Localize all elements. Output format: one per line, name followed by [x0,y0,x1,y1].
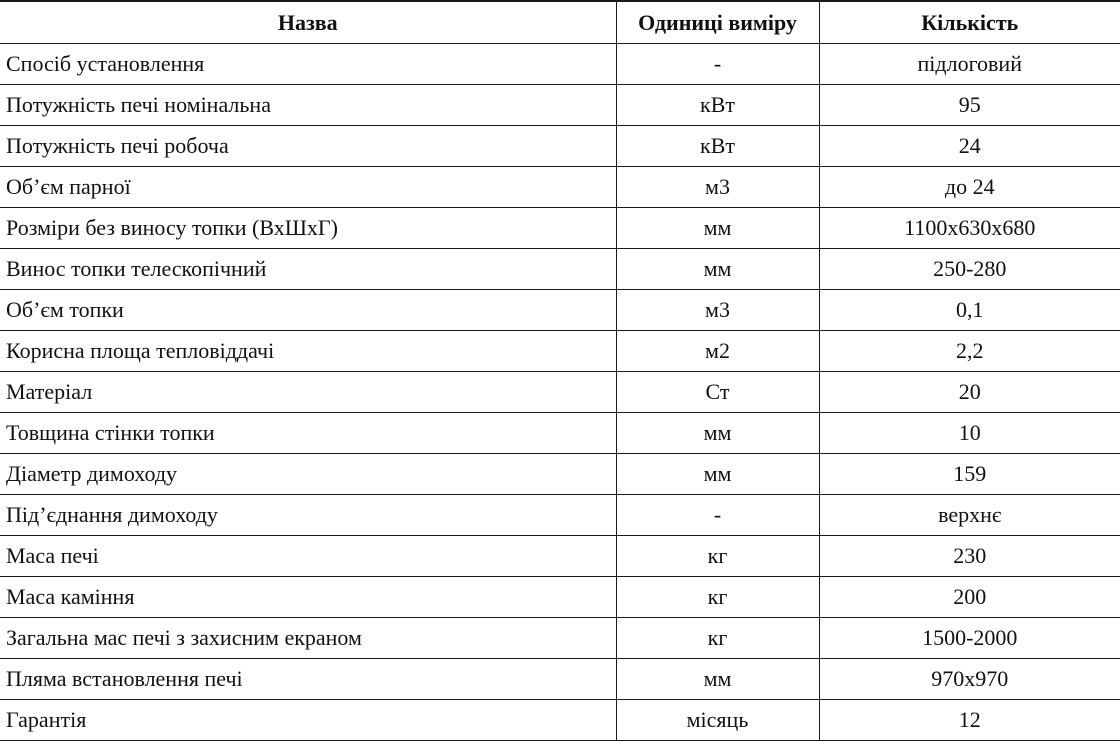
table-body [0,44,1120,741]
name-cell: Гарантія [0,700,616,741]
table-row [0,290,1120,331]
quantity-cell: до 24 [819,167,1120,208]
unit-cell: місяць [616,700,819,741]
unit-cell: мм [616,249,819,290]
table-row [0,618,1120,659]
name-cell: Спосіб установлення [0,44,616,85]
quantity-cell: 24 [819,126,1120,167]
unit-cell: кг [616,536,819,577]
header-name: Назва [0,1,616,44]
quantity-cell: 0,1 [819,290,1120,331]
quantity-cell: 1500-2000 [819,618,1120,659]
unit-cell: мм [616,454,819,495]
name-cell: Розміри без виносу топки (ВхШхГ) [0,208,616,249]
table-row [0,372,1120,413]
quantity-cell: 230 [819,536,1120,577]
unit-cell: м3 [616,167,819,208]
table-row [0,536,1120,577]
name-cell: Об’єм парної [0,167,616,208]
unit-cell: мм [616,208,819,249]
table-row [0,44,1120,85]
unit-cell: м3 [616,290,819,331]
name-cell: Пляма встановлення печі [0,659,616,700]
unit-cell: м2 [616,331,819,372]
name-cell: Потужність печі робоча [0,126,616,167]
unit-cell: - [616,44,819,85]
unit-cell: кг [616,577,819,618]
table-row [0,413,1120,454]
table-row [0,85,1120,126]
quantity-cell: 200 [819,577,1120,618]
quantity-cell: 250-280 [819,249,1120,290]
quantity-cell: 20 [819,372,1120,413]
quantity-cell: 12 [819,700,1120,741]
unit-cell: мм [616,413,819,454]
name-cell: Маса каміння [0,577,616,618]
name-cell: Об’єм топки [0,290,616,331]
header-unit: Одиниці виміру [616,1,819,44]
unit-cell: мм [616,659,819,700]
table-row [0,331,1120,372]
unit-cell: кВт [616,85,819,126]
quantity-cell: 2,2 [819,331,1120,372]
unit-cell: кВт [616,126,819,167]
unit-cell: - [616,495,819,536]
table-row [0,126,1120,167]
name-cell: Потужність печі номінальна [0,85,616,126]
quantity-cell: підлоговий [819,44,1120,85]
name-cell: Матеріал [0,372,616,413]
quantity-cell: верхнє [819,495,1120,536]
table-row [0,659,1120,700]
table-row [0,208,1120,249]
quantity-cell: 1100х630х680 [819,208,1120,249]
name-cell: Під’єднання димоходу [0,495,616,536]
quantity-cell: 970х970 [819,659,1120,700]
name-cell: Загальна мас печі з захисним екраном [0,618,616,659]
table-row [0,495,1120,536]
name-cell: Маса печі [0,536,616,577]
table-row [0,454,1120,495]
table-row [0,249,1120,290]
header-quantity: Кількість [819,1,1120,44]
name-cell: Товщина стінки топки [0,413,616,454]
name-cell: Діаметр димоходу [0,454,616,495]
quantity-cell: 159 [819,454,1120,495]
unit-cell: кг [616,618,819,659]
quantity-cell: 10 [819,413,1120,454]
table-row [0,577,1120,618]
quantity-cell: 95 [819,85,1120,126]
name-cell: Корисна площа тепловіддачі [0,331,616,372]
unit-cell: Ст [616,372,819,413]
name-cell: Винос топки телескопічний [0,249,616,290]
table-row [0,700,1120,741]
table-header-row [0,1,1120,44]
table-row [0,167,1120,208]
